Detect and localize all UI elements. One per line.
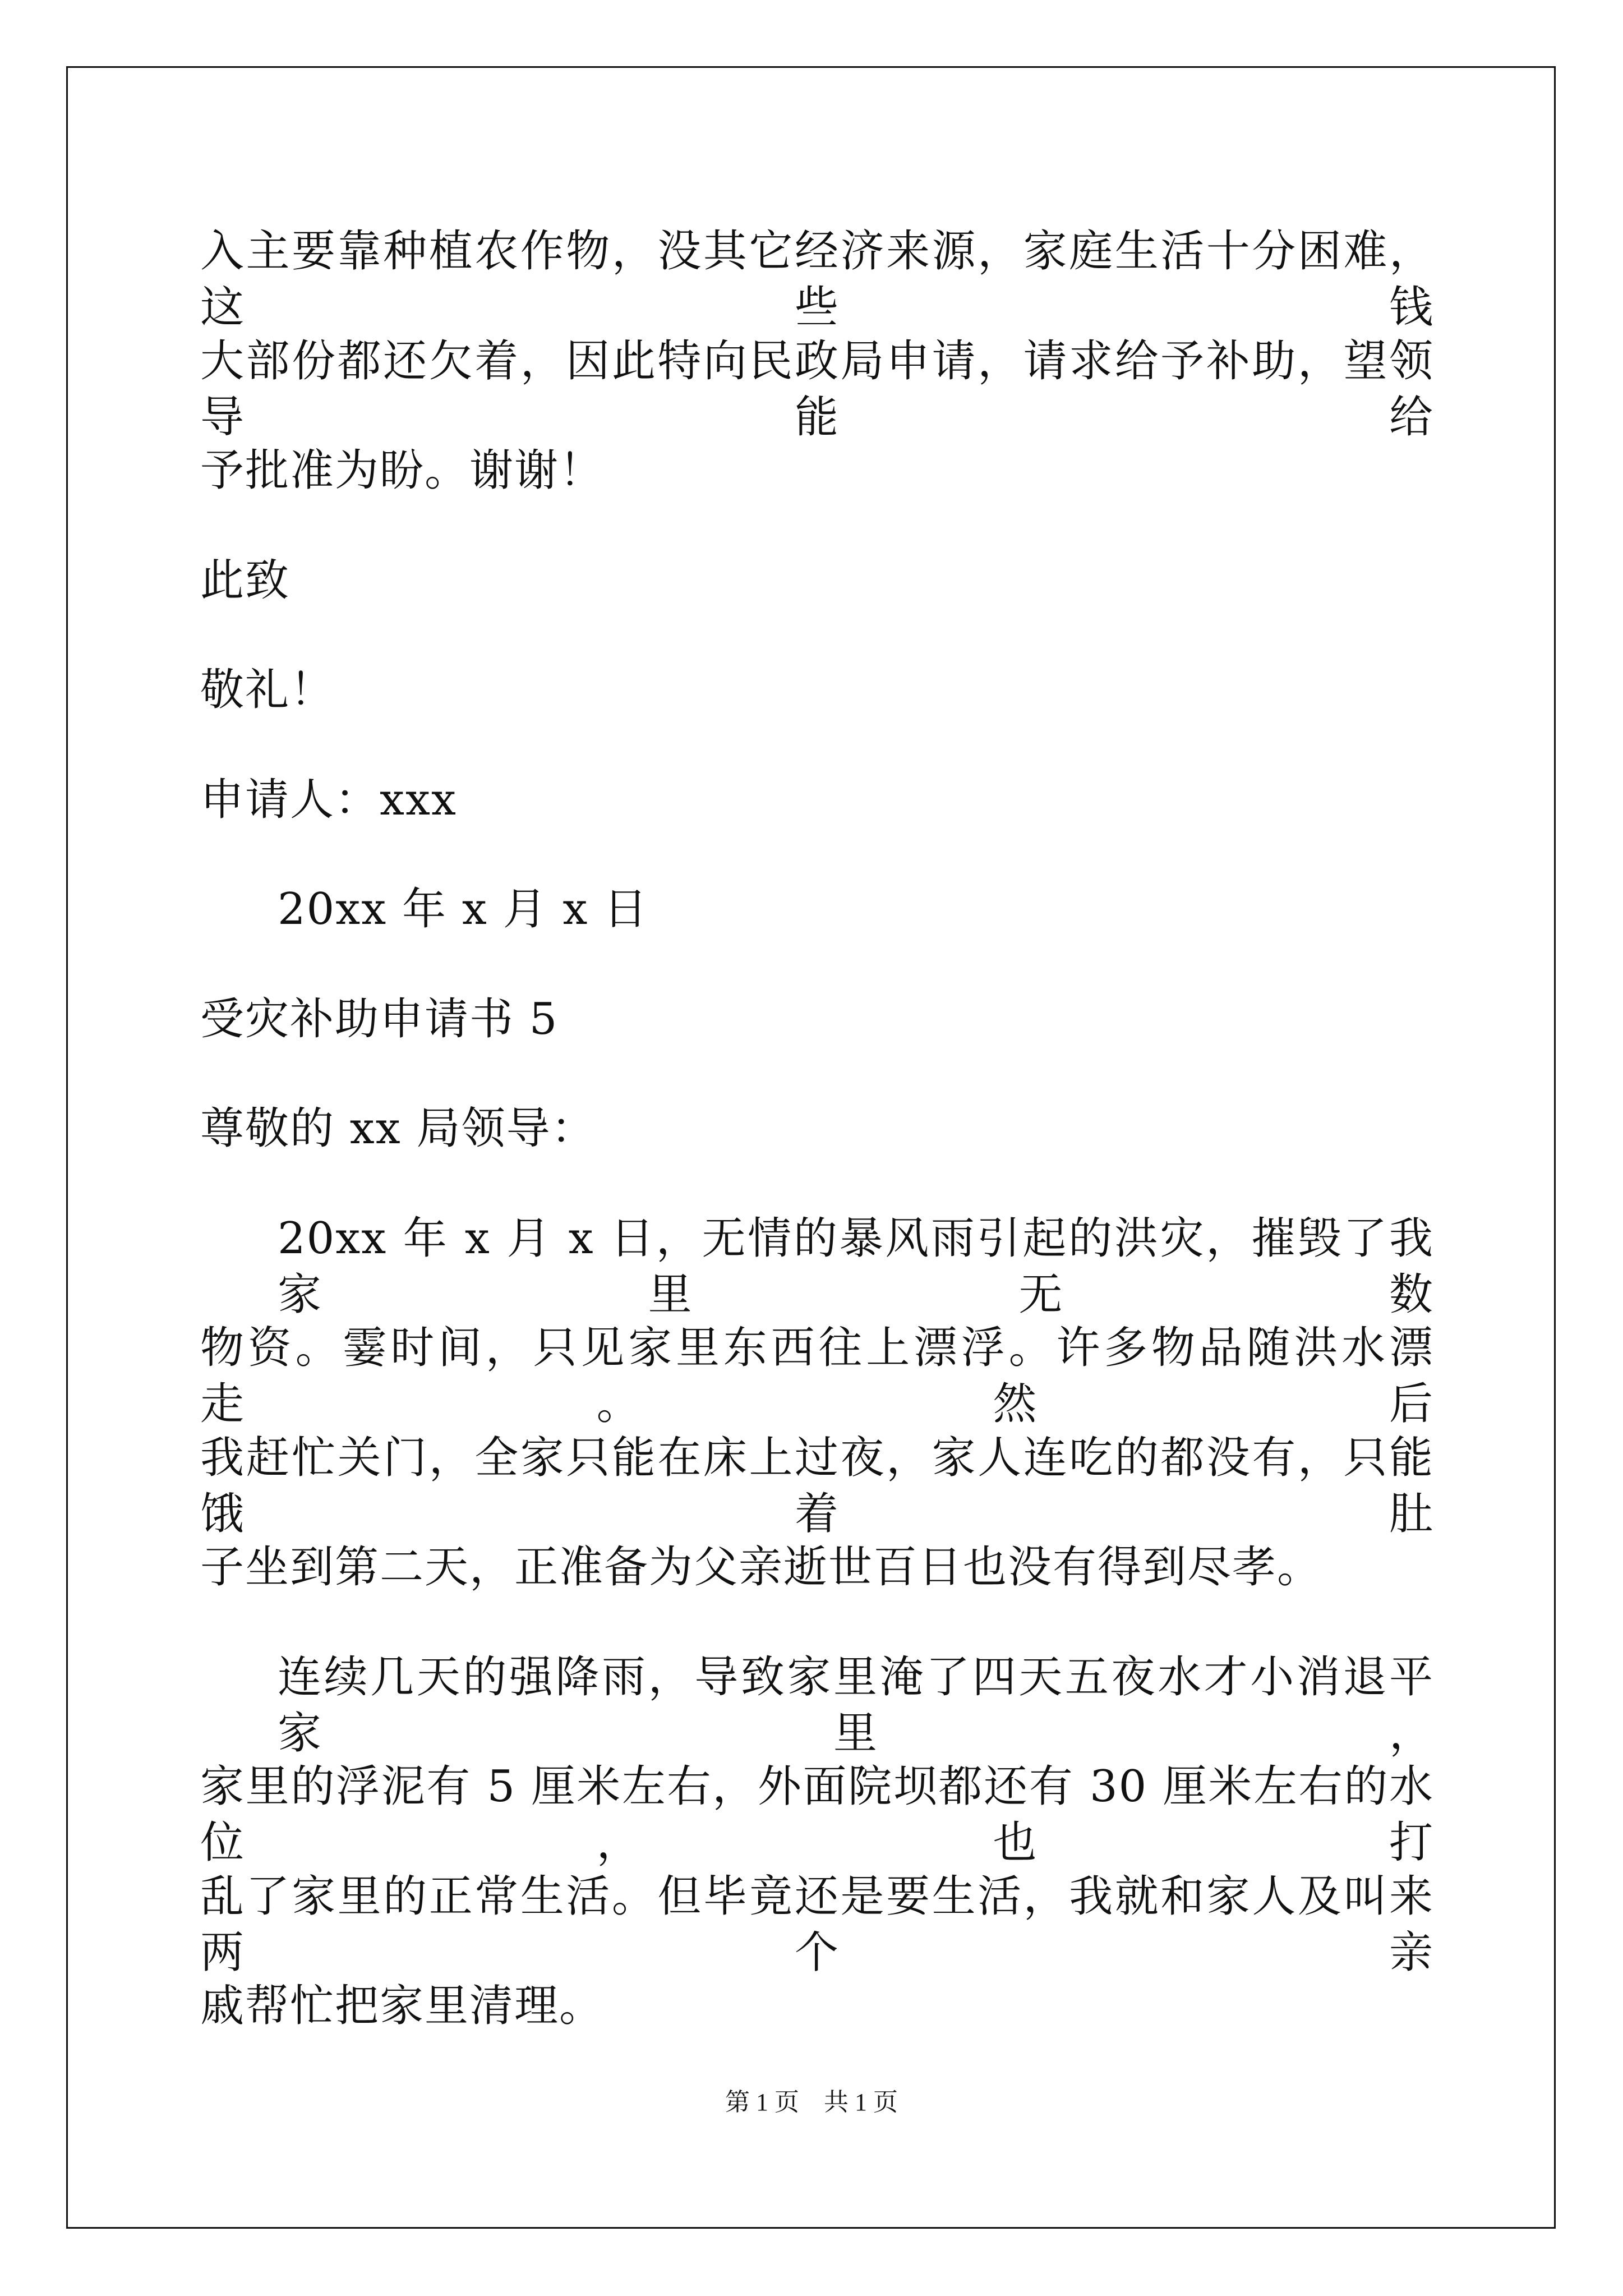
paragraph-line: 连续几天的强降雨，导致家里淹了四天五夜水才小消退平家里， [278,1652,1434,1759]
paragraph-line: 20xx 年 x 月 x 日，无情的暴风雨引起的洪灾，摧毁了我家里无数 [278,1213,1434,1320]
paragraph-line: 子坐到第二天，正准备为父亲逝世百日也没有得到尽孝。 [200,1542,1322,1593]
salutation-closing: 此致 [200,555,291,606]
document-date: 20xx 年 x 月 x 日 [278,884,649,935]
section-title: 受灾补助申请书 5 [200,994,559,1045]
page-number: 第 1 页 共 1 页 [725,2088,898,2116]
applicant-signature: 申请人：xxx [200,775,457,825]
paragraph-line: 家里的浮泥有 5 厘米左右，外面院坝都还有 30 厘米左右的水位，也打 [200,1761,1434,1868]
greeting: 尊敬的 xx 局领导： [200,1103,596,1154]
paragraph-line: 戚帮忙把家里清理。 [200,1981,605,2031]
paragraph-line: 我赶忙关门，全家只能在床上过夜，家人连吃的都没有，只能饿着肚 [200,1433,1434,1539]
paragraph-line: 物资。霎时间，只见家里东西往上漂浮。许多物品随洪水漂走。然后 [200,1323,1434,1429]
paragraph-line: 乱了家里的正常生活。但毕竟还是要生活，我就和家人及叫来两个亲 [200,1871,1434,1978]
text-line: 入主要靠种植农作物，没其它经济来源，家庭生活十分困难，这些钱 [200,226,1434,333]
page-footer [0,2086,1623,2119]
salutation-respect: 敬礼！ [200,665,335,715]
text-line: 大部份都还欠着，因此特向民政局申请，请求给予补助，望领导能给 [200,336,1434,443]
text-line: 予批准为盼。谢谢！ [200,445,605,496]
